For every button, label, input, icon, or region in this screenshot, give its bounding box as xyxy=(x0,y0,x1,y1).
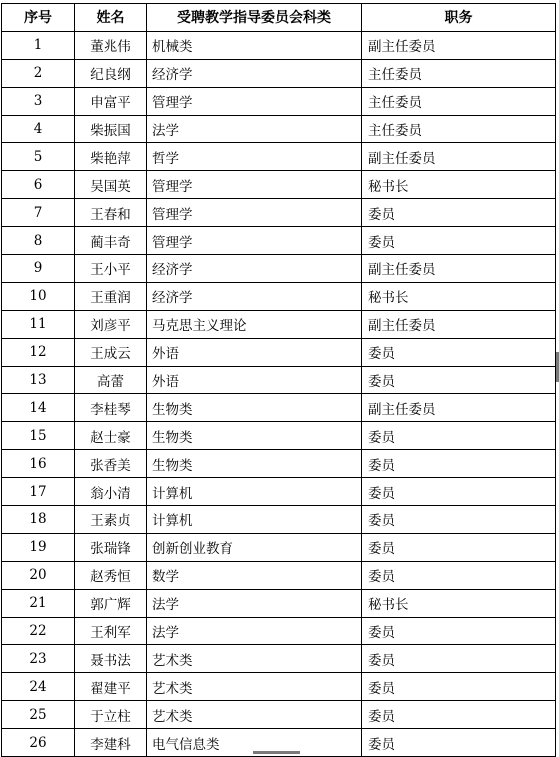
table-row xyxy=(2,450,556,478)
table-row xyxy=(2,561,556,589)
cell-position: 委员 xyxy=(362,729,556,757)
cell-index: 1 xyxy=(2,31,75,59)
cell-position: 秘书长 xyxy=(362,589,556,617)
cell-committee: 经济学 xyxy=(147,255,362,283)
cell-index: 11 xyxy=(2,310,75,338)
cell-position: 副主任委员 xyxy=(362,143,556,171)
cell-name: 赵秀恒 xyxy=(75,561,147,589)
cell-index: 4 xyxy=(2,115,75,143)
cell-position: 副主任委员 xyxy=(362,394,556,422)
table-row xyxy=(2,87,556,115)
cell-committee: 管理学 xyxy=(147,227,362,255)
table-row xyxy=(2,282,556,310)
table-row xyxy=(2,338,556,366)
table-row xyxy=(2,533,556,561)
cell-committee: 哲学 xyxy=(147,143,362,171)
cell-name: 张香美 xyxy=(75,450,147,478)
cell-committee: 生物类 xyxy=(147,394,362,422)
cell-name: 高蕾 xyxy=(75,366,147,394)
table-row xyxy=(2,673,556,701)
cell-position: 委员 xyxy=(362,478,556,506)
cell-committee: 生物类 xyxy=(147,450,362,478)
cell-committee: 计算机 xyxy=(147,478,362,506)
table-row xyxy=(2,171,556,199)
cell-index: 25 xyxy=(2,701,75,729)
header-name: 姓名 xyxy=(75,4,147,32)
cell-committee: 生物类 xyxy=(147,422,362,450)
cell-committee: 管理学 xyxy=(147,171,362,199)
cell-name: 于立柱 xyxy=(75,701,147,729)
cell-position: 委员 xyxy=(362,617,556,645)
cell-name: 纪良纲 xyxy=(75,59,147,87)
header-row xyxy=(2,4,556,32)
cell-position: 委员 xyxy=(362,227,556,255)
cell-committee: 艺术类 xyxy=(147,673,362,701)
cell-index: 15 xyxy=(2,422,75,450)
cell-name: 王重润 xyxy=(75,282,147,310)
cell-position: 委员 xyxy=(362,450,556,478)
cell-committee: 经济学 xyxy=(147,59,362,87)
header-committee: 受聘教学指导委员会科类 xyxy=(147,4,362,32)
cell-committee: 外语 xyxy=(147,338,362,366)
cell-index: 14 xyxy=(2,394,75,422)
cell-committee: 法学 xyxy=(147,115,362,143)
cell-name: 王小平 xyxy=(75,255,147,283)
cell-committee: 经济学 xyxy=(147,282,362,310)
cell-committee: 马克思主义理论 xyxy=(147,310,362,338)
cell-name: 刘彦平 xyxy=(75,310,147,338)
cell-position: 委员 xyxy=(362,338,556,366)
cell-position: 副主任委员 xyxy=(362,310,556,338)
cell-position: 委员 xyxy=(362,533,556,561)
cell-position: 委员 xyxy=(362,561,556,589)
table-row xyxy=(2,199,556,227)
table-row xyxy=(2,310,556,338)
cell-name: 柴振国 xyxy=(75,115,147,143)
cell-committee: 管理学 xyxy=(147,199,362,227)
cell-index: 23 xyxy=(2,645,75,673)
cell-position: 主任委员 xyxy=(362,59,556,87)
table-row xyxy=(2,645,556,673)
cell-index: 16 xyxy=(2,450,75,478)
cell-index: 3 xyxy=(2,87,75,115)
cell-index: 8 xyxy=(2,227,75,255)
cell-name: 蔺丰奇 xyxy=(75,227,147,255)
table-row xyxy=(2,143,556,171)
cell-position: 委员 xyxy=(362,422,556,450)
cell-committee: 数学 xyxy=(147,561,362,589)
cell-position: 委员 xyxy=(362,506,556,534)
table-row xyxy=(2,478,556,506)
cell-name: 郭广辉 xyxy=(75,589,147,617)
cell-committee: 艺术类 xyxy=(147,645,362,673)
table-row xyxy=(2,227,556,255)
table-row xyxy=(2,617,556,645)
cell-index: 2 xyxy=(2,59,75,87)
cell-index: 21 xyxy=(2,589,75,617)
cell-name: 吴国英 xyxy=(75,171,147,199)
table-row xyxy=(2,422,556,450)
cell-position: 委员 xyxy=(362,701,556,729)
cell-index: 6 xyxy=(2,171,75,199)
cell-name: 翟建平 xyxy=(75,673,147,701)
table-row xyxy=(2,366,556,394)
cell-name: 王成云 xyxy=(75,338,147,366)
cell-position: 委员 xyxy=(362,366,556,394)
table-row xyxy=(2,394,556,422)
cell-position: 秘书长 xyxy=(362,171,556,199)
cell-name: 李桂琴 xyxy=(75,394,147,422)
cell-committee: 电气信息类 xyxy=(147,729,362,757)
cell-name: 赵士豪 xyxy=(75,422,147,450)
cell-index: 19 xyxy=(2,533,75,561)
cell-name: 张瑞锋 xyxy=(75,533,147,561)
cell-index: 13 xyxy=(2,366,75,394)
header-index: 序号 xyxy=(2,4,75,32)
cell-name: 申富平 xyxy=(75,87,147,115)
cell-name: 柴艳萍 xyxy=(75,143,147,171)
committee-table xyxy=(1,3,556,757)
cell-index: 12 xyxy=(2,338,75,366)
cell-index: 18 xyxy=(2,506,75,534)
cell-position: 主任委员 xyxy=(362,115,556,143)
cell-committee: 管理学 xyxy=(147,87,362,115)
cell-index: 7 xyxy=(2,199,75,227)
cell-committee: 机械类 xyxy=(147,31,362,59)
cell-position: 副主任委员 xyxy=(362,255,556,283)
table-row xyxy=(2,59,556,87)
cell-index: 20 xyxy=(2,561,75,589)
cell-name: 董兆伟 xyxy=(75,31,147,59)
table-row xyxy=(2,701,556,729)
cell-position: 委员 xyxy=(362,199,556,227)
cell-committee: 法学 xyxy=(147,617,362,645)
table-row xyxy=(2,589,556,617)
cell-position: 主任委员 xyxy=(362,87,556,115)
cell-index: 24 xyxy=(2,673,75,701)
cell-index: 22 xyxy=(2,617,75,645)
cell-index: 17 xyxy=(2,478,75,506)
cell-index: 9 xyxy=(2,255,75,283)
cell-name: 王素贞 xyxy=(75,506,147,534)
cell-position: 委员 xyxy=(362,645,556,673)
cell-index: 26 xyxy=(2,729,75,757)
cell-name: 李建科 xyxy=(75,729,147,757)
cell-name: 翁小清 xyxy=(75,478,147,506)
cell-name: 聂书法 xyxy=(75,645,147,673)
cell-index: 5 xyxy=(2,143,75,171)
cell-committee: 计算机 xyxy=(147,506,362,534)
cell-name: 王春和 xyxy=(75,199,147,227)
table-row xyxy=(2,115,556,143)
cell-position: 秘书长 xyxy=(362,282,556,310)
cell-name: 王利军 xyxy=(75,617,147,645)
cell-position: 委员 xyxy=(362,673,556,701)
cell-position: 副主任委员 xyxy=(362,31,556,59)
cell-committee: 艺术类 xyxy=(147,701,362,729)
cell-index: 10 xyxy=(2,282,75,310)
table-row xyxy=(2,255,556,283)
cell-committee: 外语 xyxy=(147,366,362,394)
header-position: 职务 xyxy=(362,4,556,32)
cell-committee: 法学 xyxy=(147,589,362,617)
table-row xyxy=(2,31,556,59)
table-row xyxy=(2,506,556,534)
cell-committee: 创新创业教育 xyxy=(147,533,362,561)
